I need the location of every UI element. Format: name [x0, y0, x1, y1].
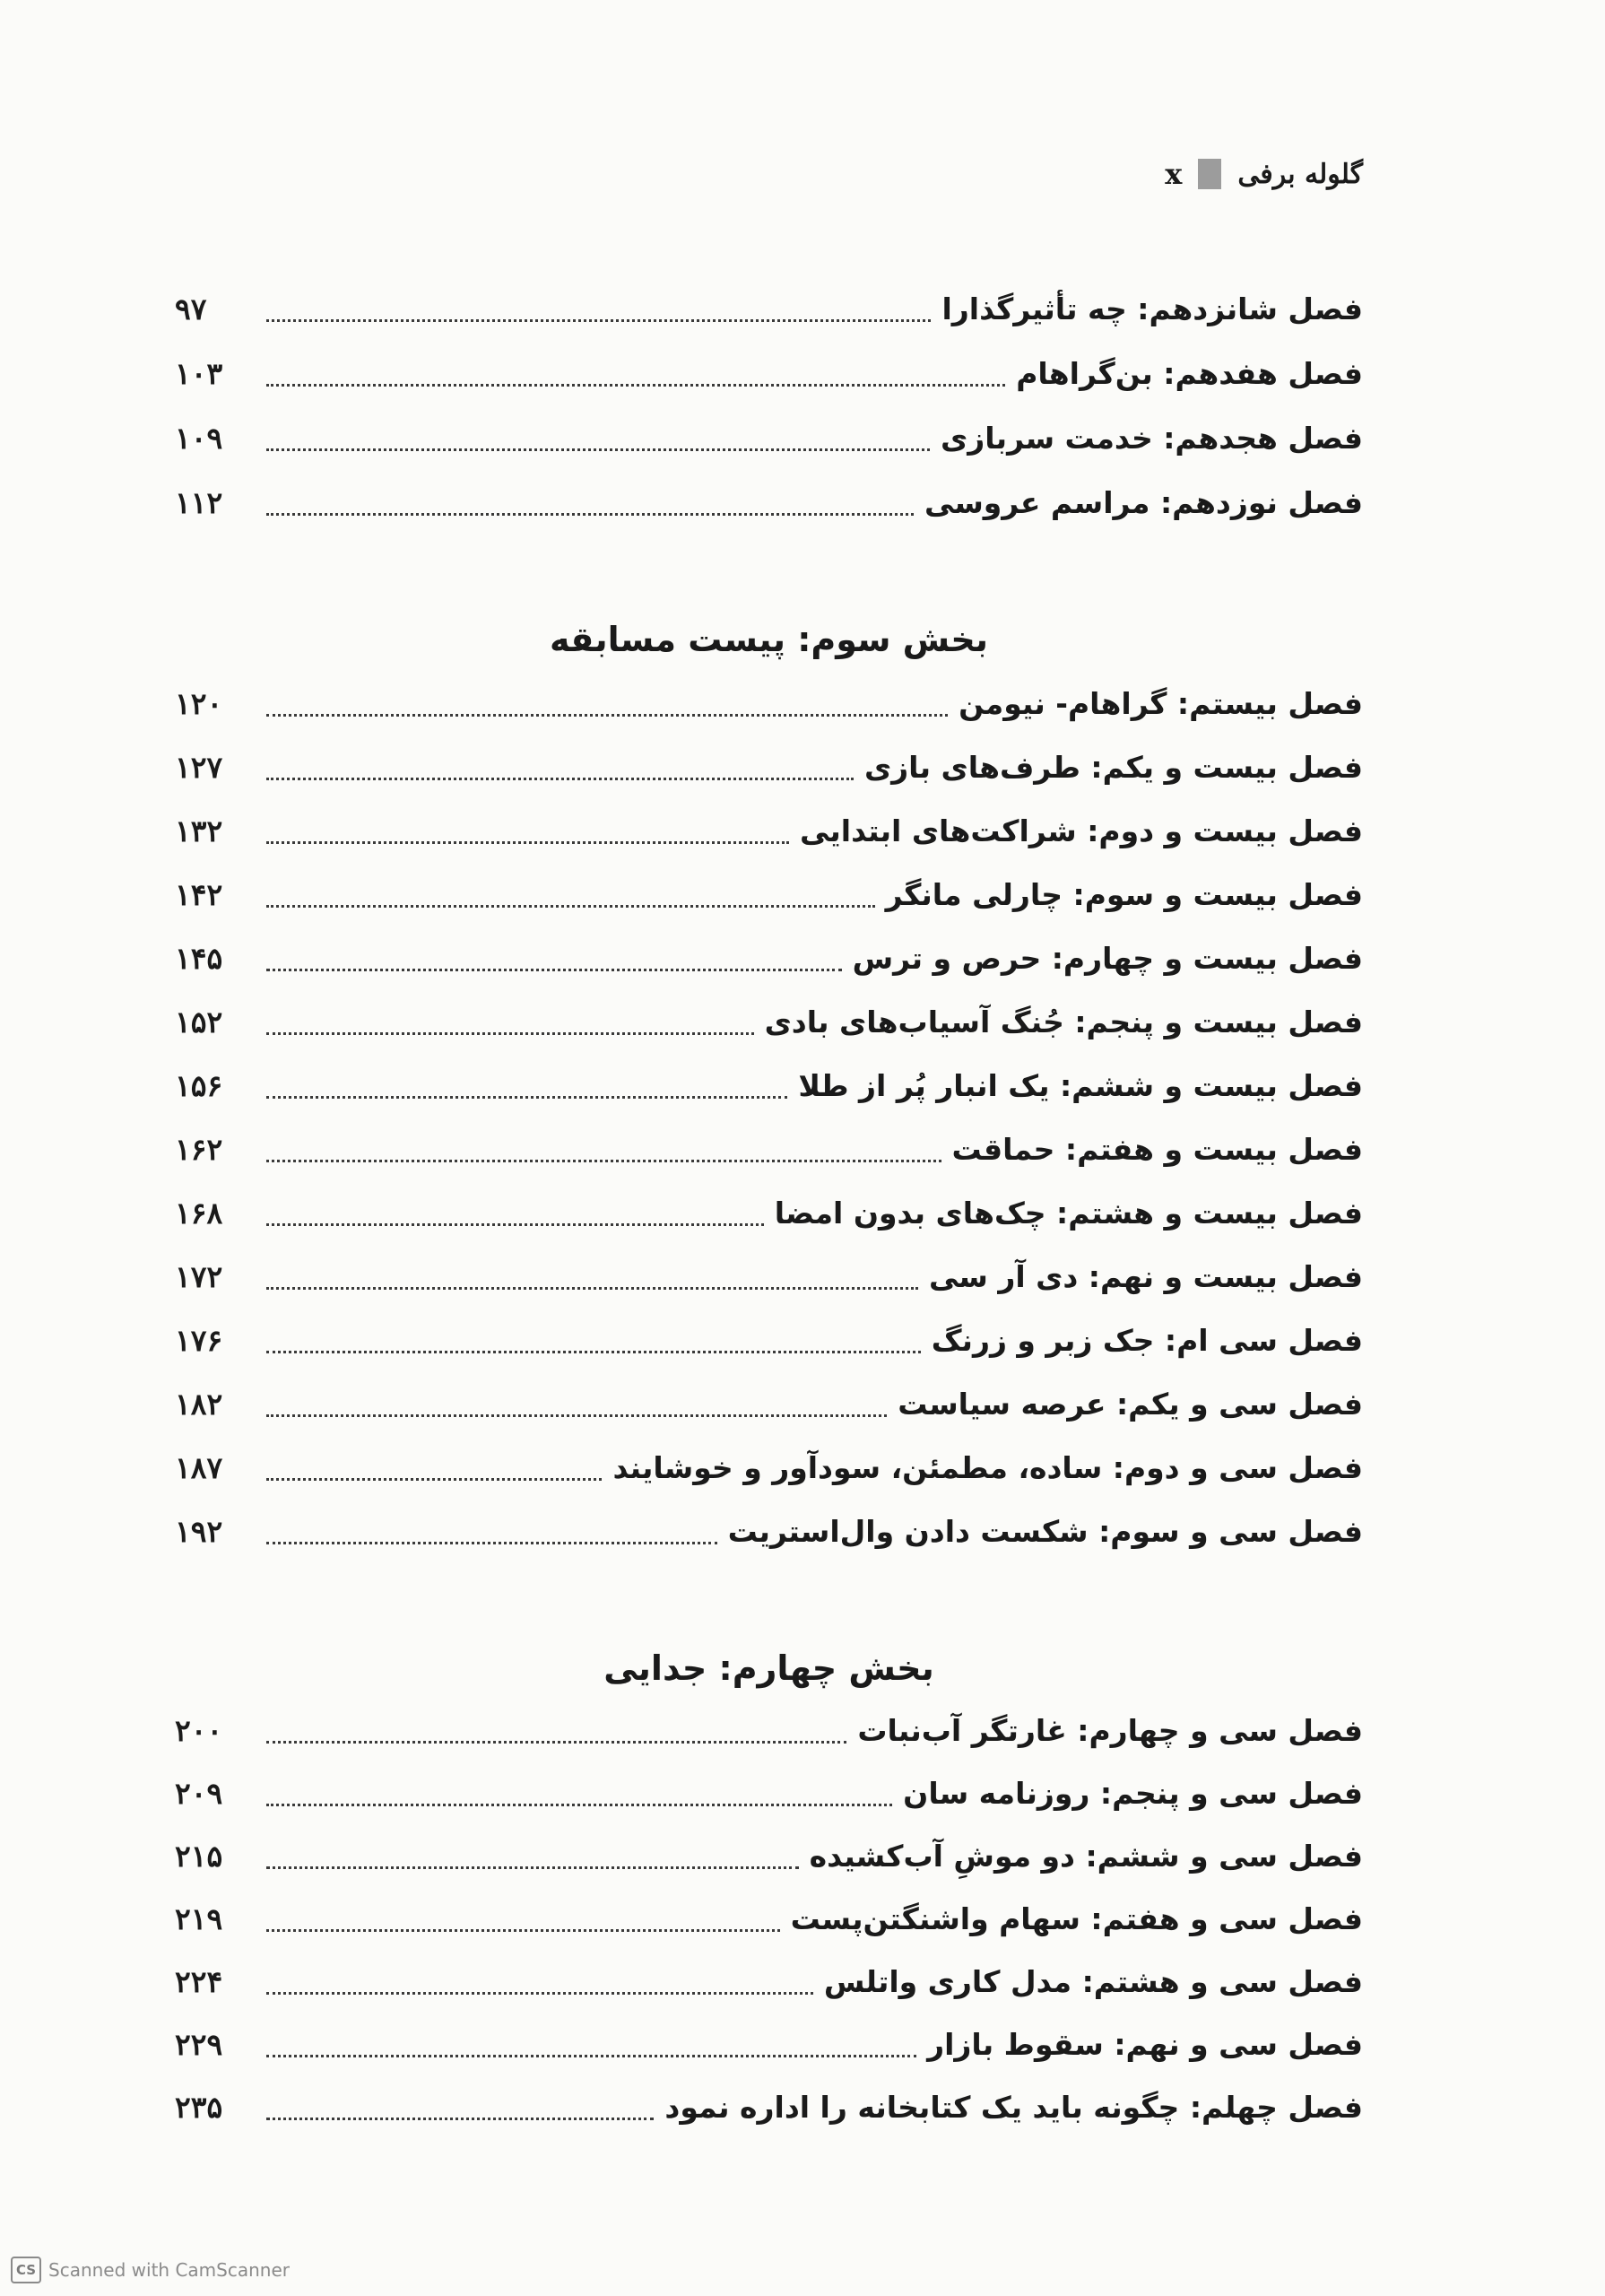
toc-entry-title: فصل بیست و ششم: یک انبار پُر از طلا	[798, 1068, 1363, 1103]
toc-entry	[175, 1767, 1363, 1821]
toc-entry	[175, 1505, 1363, 1559]
toc-entry-title: فصل هجدهم: خدمت سربازی	[941, 421, 1363, 456]
toc-entry-title: فصل سی و یکم: عرصه سیاست	[898, 1387, 1363, 1422]
toc-entry-title: فصل بیستم: گراهام- نیومن	[959, 686, 1363, 721]
dot-leader	[266, 1542, 717, 1544]
toc-entry-title: فصل سی و هفتم: سهام واشنگتن‌پست	[790, 1901, 1363, 1936]
toc-entry	[175, 1892, 1363, 1946]
dot-leader	[266, 1096, 787, 1099]
toc-entry-title: فصل بیست و یکم: طرف‌های بازی	[863, 750, 1363, 785]
toc-entry-title: فصل چهلم: چگونه باید یک کتابخانه را اداره نمود	[664, 2090, 1363, 2125]
dot-leader	[266, 905, 875, 908]
toc-entry-page: ۱۶۸	[175, 1196, 223, 1231]
toc-entry	[175, 741, 1363, 795]
watermark-text: Scanned with CamScanner	[48, 2259, 290, 2281]
toc-entry	[175, 347, 1363, 401]
toc-entry	[175, 677, 1363, 731]
toc-entry	[175, 1314, 1363, 1368]
toc-entry	[175, 868, 1363, 922]
toc-entry-page: ۱۸۷	[175, 1450, 223, 1485]
dot-leader	[266, 1992, 813, 1995]
toc-entry-page: ۲۱۹	[175, 1901, 223, 1936]
dot-leader	[266, 1741, 846, 1744]
toc-entry	[175, 1378, 1363, 1431]
toc-entry-page: ۱۴۵	[175, 941, 223, 976]
dot-leader	[266, 384, 1005, 387]
dot-leader	[266, 841, 789, 844]
toc-entry-page: ۱۷۲	[175, 1259, 223, 1294]
toc-entry-title: فصل نوزدهم: مراسم عروسی	[924, 485, 1363, 520]
toc-entry-page: ۱۱۲	[175, 485, 223, 520]
toc-entry-title: فصل بیست و دوم: شراکت‌های ابتدایی	[800, 813, 1363, 848]
toc-entry	[175, 476, 1363, 530]
section-heading: بخش سوم: پیست مسابقه	[549, 620, 989, 659]
dot-leader	[266, 1351, 921, 1353]
toc-entry	[175, 1059, 1363, 1113]
toc-entry-title: فصل سی و دوم: ساده، مطمئن، سودآور و خوشایند	[612, 1450, 1363, 1485]
toc-entry-page: ۲۲۴	[175, 1964, 223, 1999]
toc-entry-title: فصل بیست و هفتم: حماقت	[951, 1132, 1363, 1167]
toc-entry-title: فصل سی و چهارم: غارتگر آب‌نبات	[857, 1713, 1363, 1748]
toc-entry-page: ۱۲۷	[175, 750, 223, 785]
toc-entry-title: فصل بیست و نهم: دی آر سی	[929, 1259, 1363, 1294]
toc-entry-title: فصل بیست و چهارم: حرص و ترس	[852, 941, 1363, 976]
dot-leader	[266, 2055, 916, 2057]
dot-leader	[266, 1929, 780, 1932]
toc-entry	[175, 1187, 1363, 1240]
section-heading: بخش چهارم: جدایی	[603, 1648, 934, 1688]
dot-leader	[266, 2118, 654, 2120]
book-title: گلوله برفی	[1237, 158, 1363, 190]
toc-entry-page: ۲۲۹	[175, 2027, 223, 2062]
toc-entry-page: ۱۶۲	[175, 1132, 223, 1167]
running-header	[1165, 157, 1363, 191]
dot-leader	[266, 1478, 602, 1481]
toc-entry	[175, 1704, 1363, 1758]
toc-entry-page: ۱۸۲	[175, 1387, 223, 1422]
toc-entry	[175, 283, 1363, 336]
toc-entry-page: ۲۱۵	[175, 1839, 223, 1874]
dot-leader	[266, 714, 948, 717]
toc-entry-title: فصل بیست و سوم: چارلی مانگر	[885, 877, 1363, 912]
toc-entry-title: فصل شانزدهم: چه تأثیرگذارا	[941, 291, 1363, 326]
toc-entry	[175, 804, 1363, 858]
toc-entry	[175, 2081, 1363, 2135]
dot-leader	[266, 1866, 799, 1869]
toc-entry	[175, 2018, 1363, 2072]
dot-leader	[266, 778, 854, 780]
toc-entry-page: ۱۹۲	[175, 1514, 223, 1549]
toc-entry-page: ۱۰۳	[175, 356, 223, 391]
dot-leader	[266, 1287, 918, 1290]
toc-entry-page: ۱۴۲	[175, 877, 223, 912]
toc-entry-page: ۱۷۶	[175, 1323, 223, 1358]
toc-entry-page: ۲۰۹	[175, 1776, 223, 1811]
toc-entry-title: فصل بیست و پنجم: جُنگ آسیاب‌های بادی	[764, 1004, 1363, 1039]
page-number: x	[1165, 157, 1183, 191]
toc-entry	[175, 1123, 1363, 1177]
toc-entry	[175, 412, 1363, 465]
toc-entry	[175, 1441, 1363, 1495]
toc-entry-page: ۱۲۰	[175, 686, 223, 721]
toc-entry	[175, 1955, 1363, 2009]
toc-entry-title: فصل سی و هشتم: مدل کاری واتلس	[823, 1964, 1363, 1999]
toc-entry-page: ۲۰۰	[175, 1713, 223, 1748]
toc-entry-page: ۱۵۲	[175, 1004, 223, 1039]
dot-leader	[266, 319, 931, 322]
toc-entry-page: ۹۷	[175, 291, 207, 326]
toc-entry-title: فصل سی و سوم: شکست دادن وال‌استریت	[727, 1514, 1363, 1549]
camscanner-logo-icon: CS	[11, 2257, 41, 2283]
toc-entry-title: فصل سی و پنجم: روزنامه سان	[903, 1776, 1363, 1811]
toc-entry-title: فصل سی و نهم: سقوط بازار	[927, 2027, 1363, 2062]
dot-leader	[266, 1223, 764, 1226]
toc-entry-title: فصل سی ام: جک زبر و زرنگ	[931, 1323, 1363, 1358]
dot-leader	[266, 448, 930, 451]
toc-entry	[175, 932, 1363, 986]
dot-leader	[266, 969, 842, 971]
toc-entry-page: ۱۵۶	[175, 1068, 223, 1103]
toc-entry-page: ۱۳۲	[175, 813, 223, 848]
toc-entry	[175, 1830, 1363, 1883]
scanner-watermark	[11, 2257, 290, 2283]
dot-leader	[266, 1160, 941, 1162]
dot-leader	[266, 1804, 892, 1806]
dot-leader	[266, 1414, 887, 1417]
toc-entry-page: ۱۰۹	[175, 421, 223, 456]
header-marker-icon	[1198, 159, 1221, 189]
toc-entry	[175, 1250, 1363, 1304]
toc-entry-title: فصل سی و ششم: دو موشِ آب‌کشیده	[809, 1839, 1363, 1874]
toc-entry-title: فصل بیست و هشتم: چک‌های بدون امضا	[774, 1196, 1363, 1231]
dot-leader	[266, 1032, 754, 1035]
toc-entry-page: ۲۳۵	[175, 2090, 223, 2125]
toc-entry	[175, 996, 1363, 1049]
dot-leader	[266, 513, 914, 516]
toc-entry-title: فصل هفدهم: بن‌گراهام	[1016, 356, 1363, 391]
